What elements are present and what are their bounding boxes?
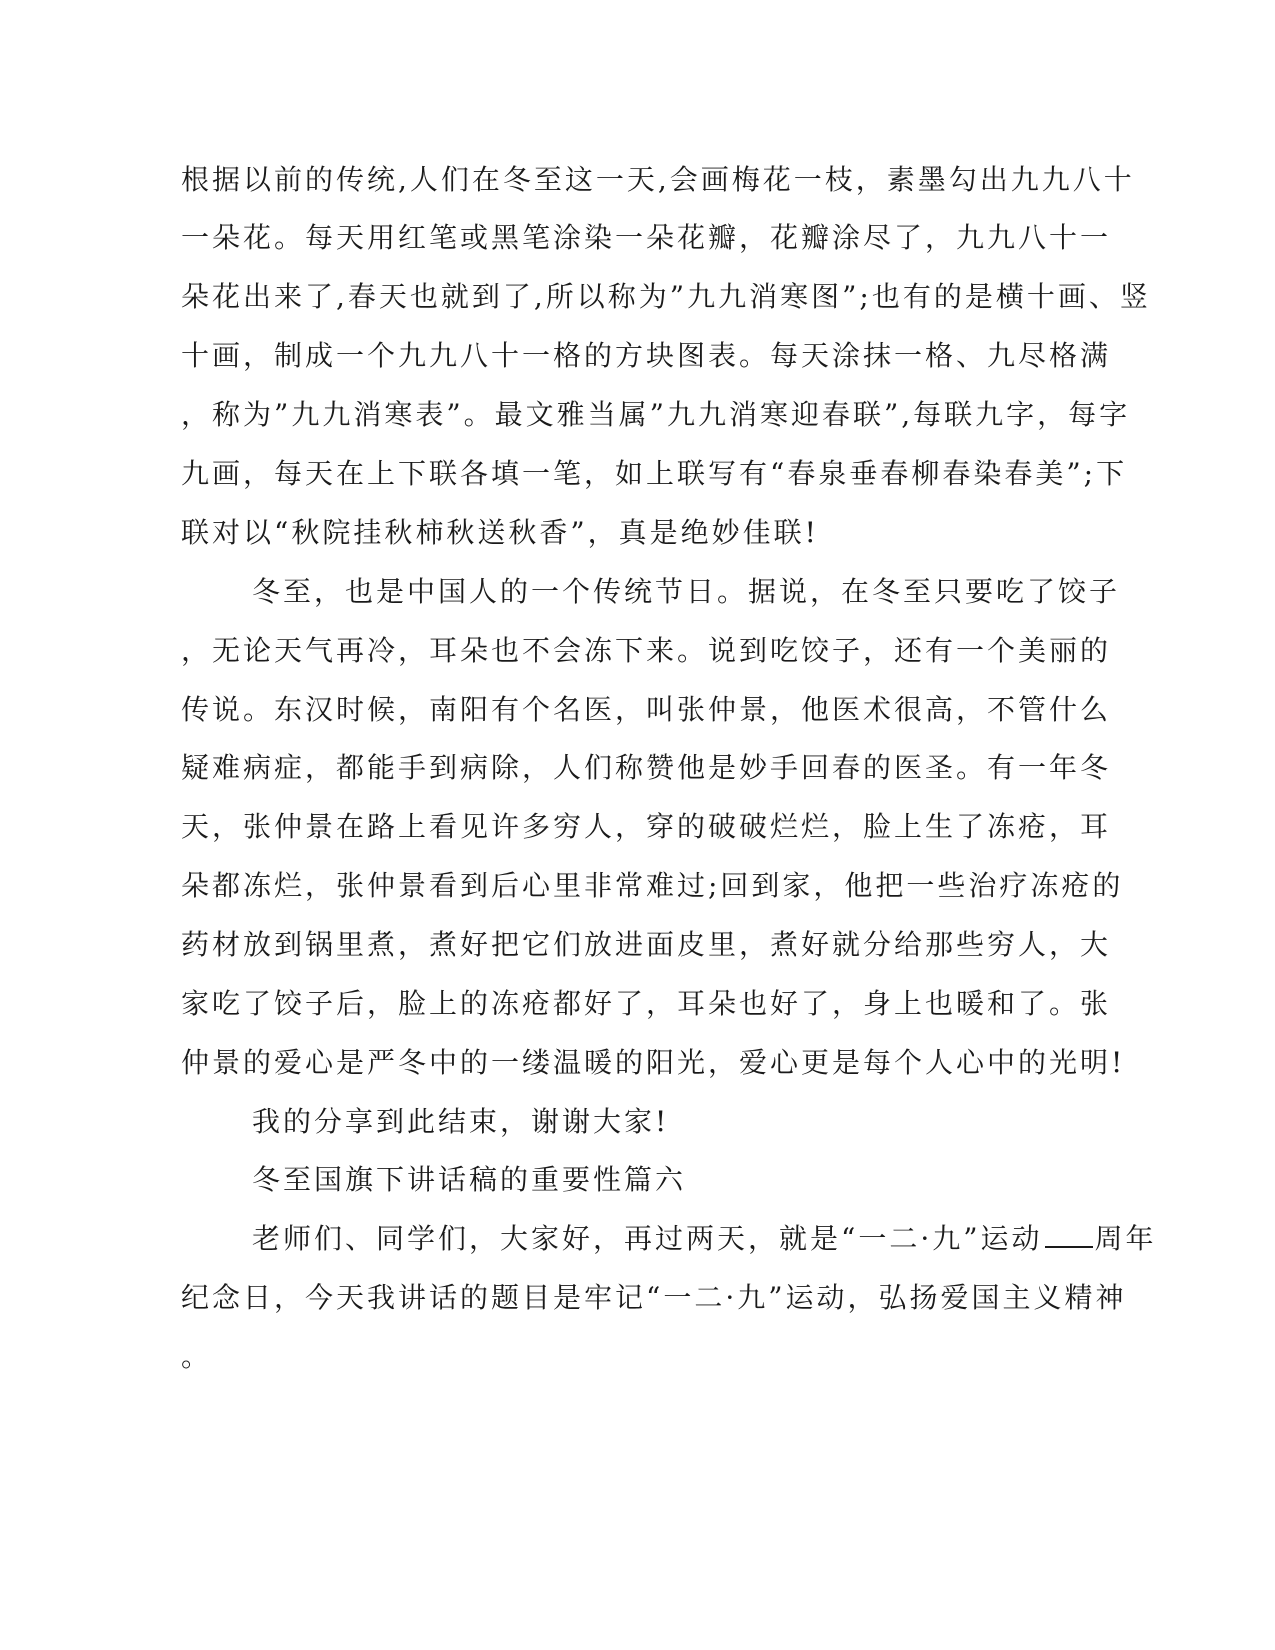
paragraph-line: ，无论天气再冷，耳朵也不会冻下来。说到吃饺子，还有一个美丽的 — [181, 634, 1112, 667]
paragraph-line: 朵花出来了,春天也就到了,所以称为”九九消寒图”;也有的是横十画、竖 — [181, 280, 1151, 313]
paragraph-line: 家吃了饺子后，脸上的冻疮都好了，耳朵也好了，身上也暖和了。张 — [181, 987, 1112, 1020]
section-title: 冬至国旗下讲话稿的重要性篇六 — [252, 1163, 687, 1196]
fill-in-blank — [1045, 1222, 1093, 1248]
paragraph-line: ，称为”九九消寒表”。最文雅当属”九九消寒迎春联”,每联九字，每字 — [181, 398, 1131, 431]
paragraph-line: 冬至，也是中国人的一个传统节日。据说，在冬至只要吃了饺子 — [252, 575, 1121, 608]
paragraph-line: 疑难病症，都能手到病除，人们称赞他是妙手回春的医圣。有一年冬 — [181, 751, 1112, 784]
paragraph-line: 十画，制成一个九九八十一格的方块图表。每天涂抹一格、九尽格满 — [181, 339, 1112, 372]
paragraph-line: 传说。东汉时候，南阳有个名医，叫张仲景，他医术很高，不管什么 — [181, 693, 1112, 726]
closing-line: 我的分享到此结束，谢谢大家! — [252, 1105, 670, 1138]
paragraph-text: 周年 — [1094, 1222, 1157, 1255]
paragraph-text: 老师们、同学们，大家好，再过两天，就是“一二·九”运动 — [252, 1222, 1043, 1255]
paragraph-line: 一朵花。每天用红笔或黑笔涂染一朵花瓣，花瓣涂尽了，九九八十一 — [181, 221, 1112, 254]
paragraph-line: 仲景的爱心是严冬中的一缕温暖的阳光，爱心更是每个人心中的光明! — [181, 1046, 1126, 1079]
paragraph-line: 根据以前的传统,人们在冬至这一天,会画梅花一枝，素墨勾出九九八十 — [181, 163, 1135, 196]
paragraph-line: 联对以“秋院挂秋柿秋送秋香”，真是绝妙佳联! — [181, 516, 819, 549]
paragraph-line: 药材放到锅里煮，煮好把它们放进面皮里，煮好就分给那些穷人，大 — [181, 928, 1112, 961]
paragraph-line: 。 — [181, 1340, 213, 1373]
paragraph-line — [252, 1219, 1157, 1259]
paragraph-line: 纪念日，今天我讲话的题目是牢记“一二·九”运动，弘扬爱国主义精神 — [181, 1281, 1127, 1314]
paragraph-line: 九画，每天在上下联各填一笔，如上联写有“春泉垂春柳春染春美”;下 — [181, 457, 1128, 490]
paragraph-line: 天，张仲景在路上看见许多穷人，穿的破破烂烂，脸上生了冻疮，耳 — [181, 810, 1112, 843]
paragraph-line: 朵都冻烂，张仲景看到后心里非常难过;回到家，他把一些治疗冻疮的 — [181, 869, 1124, 902]
